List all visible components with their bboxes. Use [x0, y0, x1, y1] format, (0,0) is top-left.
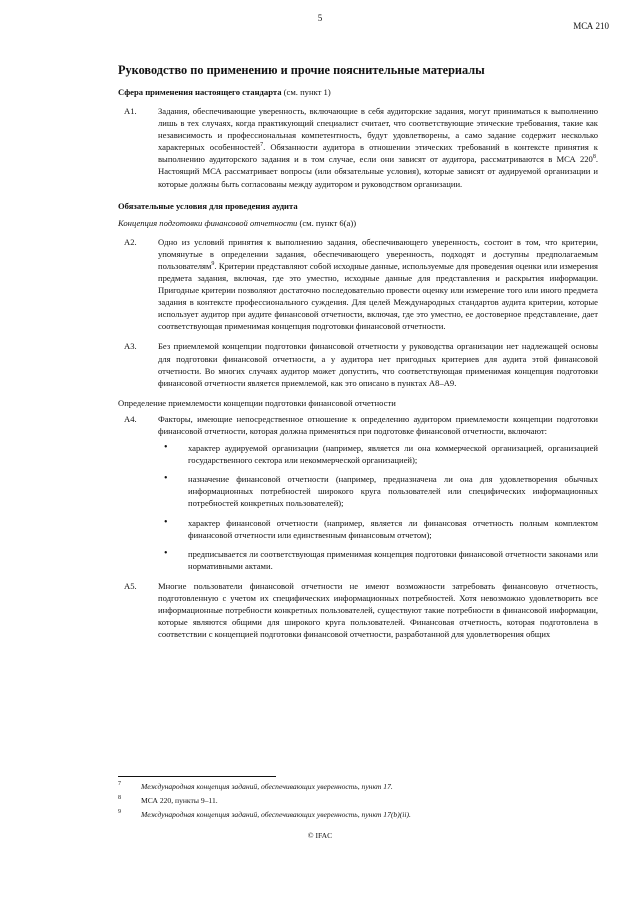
footnote-detail: , пункт 17.	[357, 782, 393, 791]
footnote-ref: 9	[211, 260, 215, 267]
page-title: Руководство по применению и прочие пояснительные материалы	[118, 63, 485, 77]
footnote-source: Международная концепция заданий, обеспечивающих уверенность	[141, 782, 358, 791]
paragraph-text: Одно из условий принятия к выполнению задания, обеспечивающего уверенность, состоит в том, что критерии, упомянутые в определении задания, обеспечивающего уверенность, подходят и доступны предполагаемым пользователям	[158, 236, 598, 271]
bullet-icon: •	[164, 442, 168, 454]
paragraph-number: А2.	[124, 236, 137, 247]
bullet-text: характер финансовой отчетности (например, является ли финансовая отчетность полным комплектом финансовой отчетности или единственным финансовым отчетом);	[188, 517, 598, 540]
bullet-item	[158, 517, 598, 541]
framework-ref: (см. пункт 6(а))	[299, 217, 357, 228]
footnote-source: Международная концепция заданий, обеспечивающих уверенность	[141, 810, 358, 819]
determining-heading: Определение приемлемости концепции подготовки финансовой отчетности	[118, 397, 396, 408]
paragraph-a2	[118, 236, 598, 333]
paragraph-text: Факторы, имеющие непосредственное отношение к определению аудитором приемлемости концепции подготовки финансовой отчетности, которая должна применяться при подготовке финансовой отчетности, включают:	[158, 413, 598, 436]
scope-ref: (см. пункт 1)	[283, 87, 331, 97]
paragraph-number: А1.	[124, 106, 137, 116]
paragraph-a4	[118, 413, 598, 572]
bullet-item	[158, 473, 598, 509]
bullet-icon: •	[164, 473, 168, 485]
bullet-text: характер аудируемой организации (например, является ли она коммерческой организацией, организацией государственного сектора или некоммерческой организацией);	[188, 443, 598, 466]
footnotes	[118, 781, 598, 823]
scope-heading-text: Сфера применения настоящего стандарта	[118, 87, 282, 97]
paragraph-text: Многие пользователи финансовой отчетности не имеют возможности затребовать финансовую отчетность, подготовленную с учетом их специфических информационных потребностей. Хотя невозможно удовлетворить все информационные потребности конкретных пользователей, существуют такие потребности в финансовой информации, которые являются общими для широкого круга пользователей. Финансовая отчетность, которая подготовлена в соответствии с концепцией подготовки финансовой отчетности, разработанной для удовлетворения общих	[158, 580, 598, 640]
copyright: © IFAC	[307, 831, 333, 840]
bullet-icon: •	[164, 516, 168, 528]
framework-heading-text: Концепция подготовки финансовой отчетности	[118, 217, 298, 228]
document-reference: МСА 210	[573, 21, 609, 31]
footnote-divider	[118, 776, 276, 777]
preconditions-heading: Обязательные условия для проведения аудита	[118, 200, 298, 211]
paragraph-number: А4.	[124, 413, 137, 424]
paragraph-a1	[118, 105, 598, 190]
paragraph-number: А5.	[124, 580, 137, 591]
paragraph-text: . Критерии представляют собой исходные данные, используемые для проведения оценки или измерения предмета задания, включая, где это уместно, исходные данные для представления и раскрытия информации. Пригодные критерии позволяют достаточно последовательно провести оценку или измерение того или иного предмета задания в контексте профессионального суждения. Для целей Международных стандартов аудита критерии, которые использует аудитор при аудите финансовой отчетности, включая, где это уместно, ее достоверное представление, дает соответствующая применимая концепция подготовки финансовой отчетности.	[158, 260, 598, 332]
scope-heading	[118, 86, 598, 99]
paragraph-text: . Обязанности аудитора в отношении этических требований в контексте принятия к выполнению аудиторского задания и в том случае, если они зависят от аудитора, рассматриваются в МСА 220	[158, 142, 598, 165]
paragraph-a3	[118, 340, 598, 388]
footnote-detail: , пункт 17(b)(ii).	[357, 810, 411, 819]
paragraph-text: Задания, обеспечивающие уверенность, включающие в себя аудиторские задания, могут приниматься к выполнению лишь в тех случаях, когда практикующий специалист считает, что соответствующие этические требования, такие как независимость и профессиональная компетентность, будут удовлетворены, а само задание содержит несколько характерных особенностей	[158, 106, 598, 153]
page-number: 5	[317, 13, 323, 23]
bullet-item	[158, 548, 598, 572]
paragraph-a5	[118, 580, 598, 640]
paragraph-text: . Настоящий МСА рассматривает вопросы (или обязательные условия), которые зависят от аудируемой организации и которые должны быть согласованы между аудитором и руководством организации.	[158, 154, 598, 189]
footnote-ref: 8	[592, 154, 596, 161]
footnote-detail: МСА 220, пункты 9–11.	[141, 796, 218, 805]
footnote-number: 8	[118, 795, 121, 801]
footnote	[118, 809, 598, 820]
footnote-number: 7	[118, 781, 121, 787]
bullet-text: назначение финансовой отчетности (например, предназначена ли она для удовлетворения обычных информационных потребностей широкого круга пользователей или специфических информационных потребностей конкретных пользователей);	[188, 474, 598, 509]
bullet-item	[158, 442, 598, 466]
footnote-number: 9	[118, 809, 121, 815]
bullet-text: предписывается ли соответствующая применимая концепция подготовки финансовой отчетности законами или нормативными актами.	[188, 548, 598, 571]
bullet-icon: •	[164, 547, 168, 559]
paragraph-number: А3.	[124, 341, 137, 352]
paragraph-text: Без приемлемой концепции подготовки финансовой отчетности у руководства организации нет надлежащей основы для подготовки финансовой отчетности, а у аудитора нет пригодных критериев для аудита этой финансовой отчетности. Во многих случаях аудитор может допустить, что соответствующая применимая концепция подготовки финансовой отчетности является приемлемой, как это описано в пунктах А8–А9.	[158, 341, 598, 388]
framework-heading	[118, 217, 598, 230]
footnote	[118, 795, 598, 806]
footnote-ref: 7	[260, 142, 264, 149]
document-body	[118, 63, 598, 648]
footnote	[118, 781, 598, 792]
